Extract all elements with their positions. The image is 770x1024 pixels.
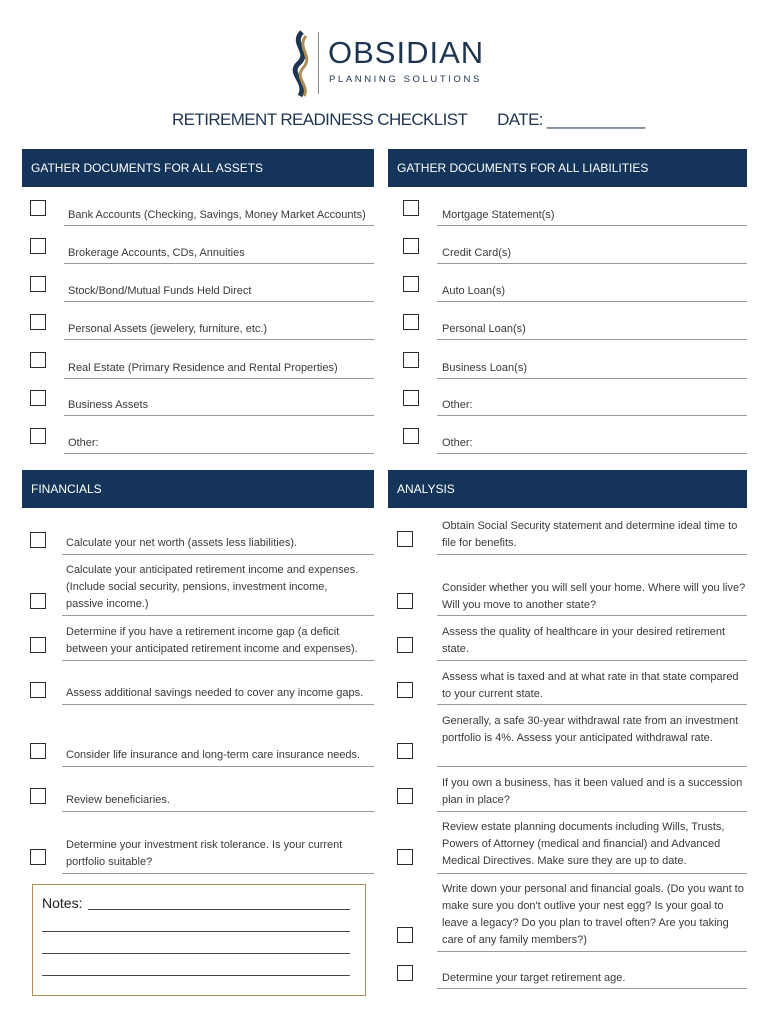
item-label: Obtain Social Security statement and determine ideal time to file for benefits. [442,520,738,549]
notes-line[interactable] [42,975,350,976]
checkbox[interactable] [403,352,419,368]
underline [437,704,747,705]
underline [62,704,374,705]
item-label: Auto Loan(s) [442,285,505,297]
underline [64,378,374,379]
underline [62,554,374,555]
checkbox[interactable] [30,276,46,292]
logo-tagline: PLANNING SOLUTIONS [329,74,482,85]
checkbox[interactable] [30,849,46,865]
checkbox[interactable] [397,788,413,804]
underline [437,660,747,661]
underline [62,660,374,661]
underline [62,615,374,616]
item-label: Business Loan(s) [442,362,527,374]
underline [64,453,374,454]
checkbox[interactable] [397,927,413,943]
underline [62,873,374,874]
item-label: Personal Loan(s) [442,323,526,335]
item-label: Real Estate (Primary Residence and Rental Properties) [68,362,338,374]
item-label: Determine your target retirement age. [442,972,626,984]
checkbox[interactable] [397,593,413,609]
underline [437,453,747,454]
underline [437,415,747,416]
item-label: Review beneficiaries. [66,794,170,806]
checkbox[interactable] [403,390,419,406]
financials-section-header: FINANCIALS [22,470,374,508]
item-label: Review estate planning documents including Wills, Trusts, Powers of Attorney (medical and financial) and Advanced Medical Directives. Make sure they are up to date. [442,821,725,867]
notes-line[interactable] [88,909,350,910]
checkbox[interactable] [30,200,46,216]
underline [62,811,374,812]
underline [437,766,747,767]
item-label: Consider life insurance and long-term care insurance needs. [66,749,361,761]
checkbox[interactable] [30,390,46,406]
item-label: Generally, a safe 30-year withdrawal rate from an investment portfolio is 4%. Assess your anticipated withdrawal rate. [442,715,739,744]
item-label: Determine your investment risk tolerance. Is your current portfolio suitable? [66,839,343,868]
item-label: Bank Accounts (Checking, Savings, Money Market Accounts) [68,209,366,221]
assets-section-header: GATHER DOCUMENTS FOR ALL ASSETS [22,149,374,187]
liabilities-section-header: GATHER DOCUMENTS FOR ALL LIABILITIES [388,149,747,187]
item-label: Brokerage Accounts, CDs, Annuities [68,247,245,259]
item-label: Business Assets [68,399,149,411]
underline [437,615,747,616]
checkbox[interactable] [30,682,46,698]
item-label: Consider whether you will sell your home. Where will you live? Will you move to another state? [442,582,746,611]
underline [437,378,747,379]
checkbox[interactable] [30,238,46,254]
checkbox[interactable] [403,314,419,330]
item-label: Other: [442,437,473,449]
notes-line[interactable] [42,953,350,954]
underline [64,415,374,416]
underline [437,811,747,812]
item-label: Assess the quality of healthcare in your desired retirement state. [442,626,726,655]
checkbox[interactable] [30,428,46,444]
company-logo [286,30,486,100]
checkbox[interactable] [30,593,46,609]
item-label: Assess what is taxed and at what rate in that state compared to your current state. [442,671,739,700]
analysis-section-header: ANALYSIS [388,470,747,508]
checkbox[interactable] [403,428,419,444]
checklist-title: RETIREMENT READINESS CHECKLIST [172,110,467,129]
underline [64,339,374,340]
flame-logo-icon [286,30,316,98]
checkbox[interactable] [30,532,46,548]
underline [437,554,747,555]
checkbox[interactable] [30,352,46,368]
underline [437,263,747,264]
checkbox[interactable] [403,276,419,292]
checkbox[interactable] [397,965,413,981]
item-label: Calculate your anticipated retirement income and expenses. (Include social security, pensions, investment income, passive income.) [66,564,359,610]
underline [62,766,374,767]
underline [437,225,747,226]
checkbox[interactable] [397,743,413,759]
checkbox[interactable] [397,531,413,547]
item-label: Calculate your net worth (assets less liabilities). [66,537,298,549]
notes-label: Notes: [42,895,83,911]
checkbox[interactable] [30,743,46,759]
checkbox[interactable] [30,637,46,653]
item-label: Determine if you have a retirement income gap (a deficit between your anticipated retirement income and expenses). [66,626,358,655]
date-field[interactable]: DATE: ___________ [497,110,645,129]
underline [437,951,747,952]
underline [437,339,747,340]
checkbox[interactable] [30,788,46,804]
checkbox[interactable] [397,637,413,653]
item-label: Credit Card(s) [442,247,512,259]
item-label: Personal Assets (jewelery, furniture, etc.) [68,323,268,335]
item-label: If you own a business, has it been valued and is a succession plan in place? [442,777,743,806]
underline [64,263,374,264]
checkbox[interactable] [30,314,46,330]
logo-divider [318,32,319,94]
item-label: Write down your personal and financial goals. (Do you want to make sure you don't outlive your nest egg? Is your goal to leave a legacy? Do you plan to travel often? Are you taking care of any family members?) [442,883,744,946]
logo-name: OBSIDIAN [328,35,485,70]
checkbox[interactable] [397,849,413,865]
underline [437,301,747,302]
underline [64,301,374,302]
notes-box[interactable] [32,884,366,996]
item-label: Stock/Bond/Mutual Funds Held Direct [68,285,252,297]
underline [64,225,374,226]
item-label: Mortgage Statement(s) [442,209,555,221]
item-label: Other: [442,399,473,411]
notes-line[interactable] [42,931,350,932]
checkbox[interactable] [403,200,419,216]
underline [437,873,747,874]
underline [437,988,747,989]
page-title [172,110,644,130]
checkbox[interactable] [403,238,419,254]
item-label: Assess additional savings needed to cover any income gaps. [66,687,364,699]
item-label: Other: [68,437,99,449]
checkbox[interactable] [397,682,413,698]
